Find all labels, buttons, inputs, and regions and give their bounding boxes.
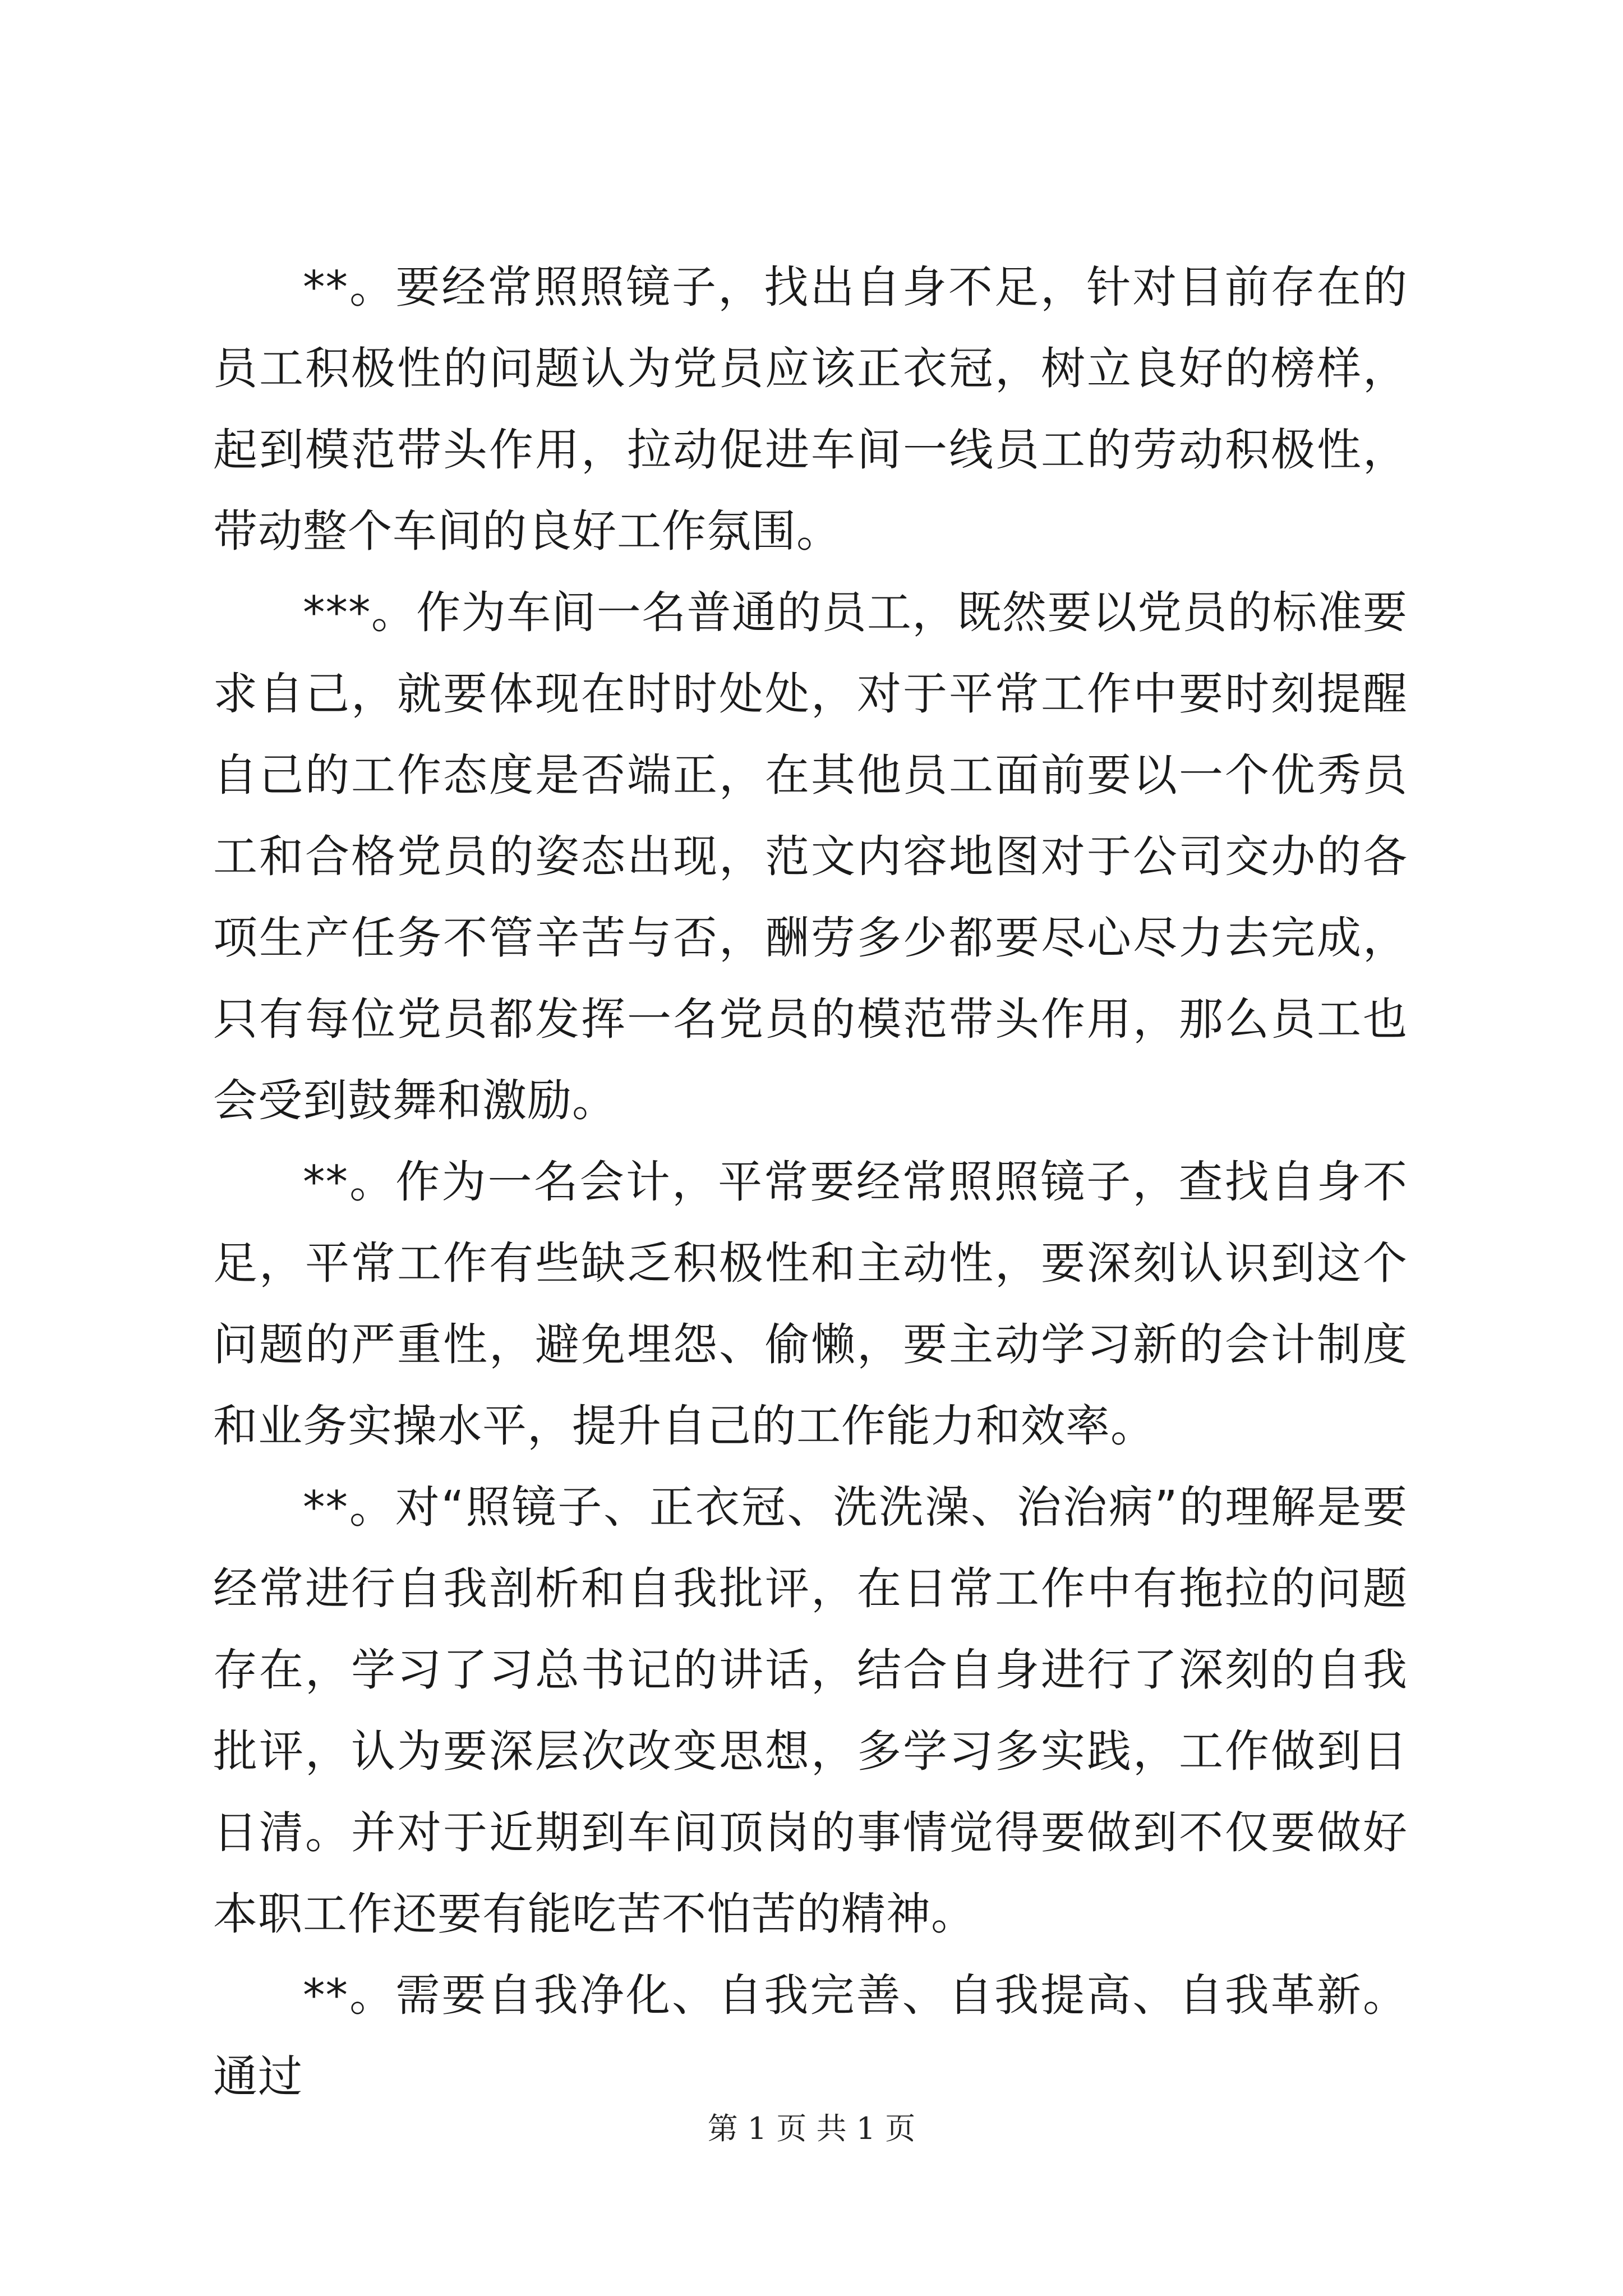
paragraph-4: **。对“照镜子、正衣冠、洗洗澡、治治病”的理解是要经常进行自我剖析和自我批评，在日常工作中有拖拉的问题存在，学习了习总书记的讲话，结合自身进行了深刻的自我批评，认为要深层次改变思想，多学习多实践，工作做到日日清。并对于近期到车间顶岗的事情觉得要做到不仅要做好本职工作还要有能吃苦不怕苦的精神。: [213, 1481, 1408, 1940]
page-footer: [0, 2109, 1623, 2148]
page-number-label: 第 1 页 共 1 页: [707, 2111, 916, 2146]
paragraph-1: **。要经常照照镜子，找出自身不足，针对目前存在的员工积极性的问题认为党员应该正衣冠，树立良好的榜样，起到模范带头作用，拉动促进车间一线员工的劳动积极性，带动整个车间的良好工作氛围。: [213, 261, 1408, 557]
paragraph-2: ***。作为车间一名普通的员工，既然要以党员的标准要求自己，就要体现在时时处处，对于平常工作中要时刻提醒自己的工作态度是否端正，在其他员工面前要以一个优秀员工和合格党员的姿态出现，范文内容地图对于公司交办的各项生产任务不管辛苦与否，酬劳多少都要尽心尽力去完成，只有每位党员都发挥一名党员的模范带头作用，那么员工也会受到鼓舞和激励。: [213, 587, 1408, 1126]
paragraph-5: **。需要自我净化、自我完善、自我提高、自我革新。通过: [213, 1970, 1408, 2102]
document-body: [213, 247, 1408, 2118]
paragraph-3: **。作为一名会计，平常要经常照照镜子，查找自身不足，平常工作有些缺乏积极性和主动性，要深刻认识到这个问题的严重性，避免埋怨、偷懒，要主动学习新的会计制度和业务实操水平，提升自己的工作能力和效率。: [213, 1156, 1408, 1452]
